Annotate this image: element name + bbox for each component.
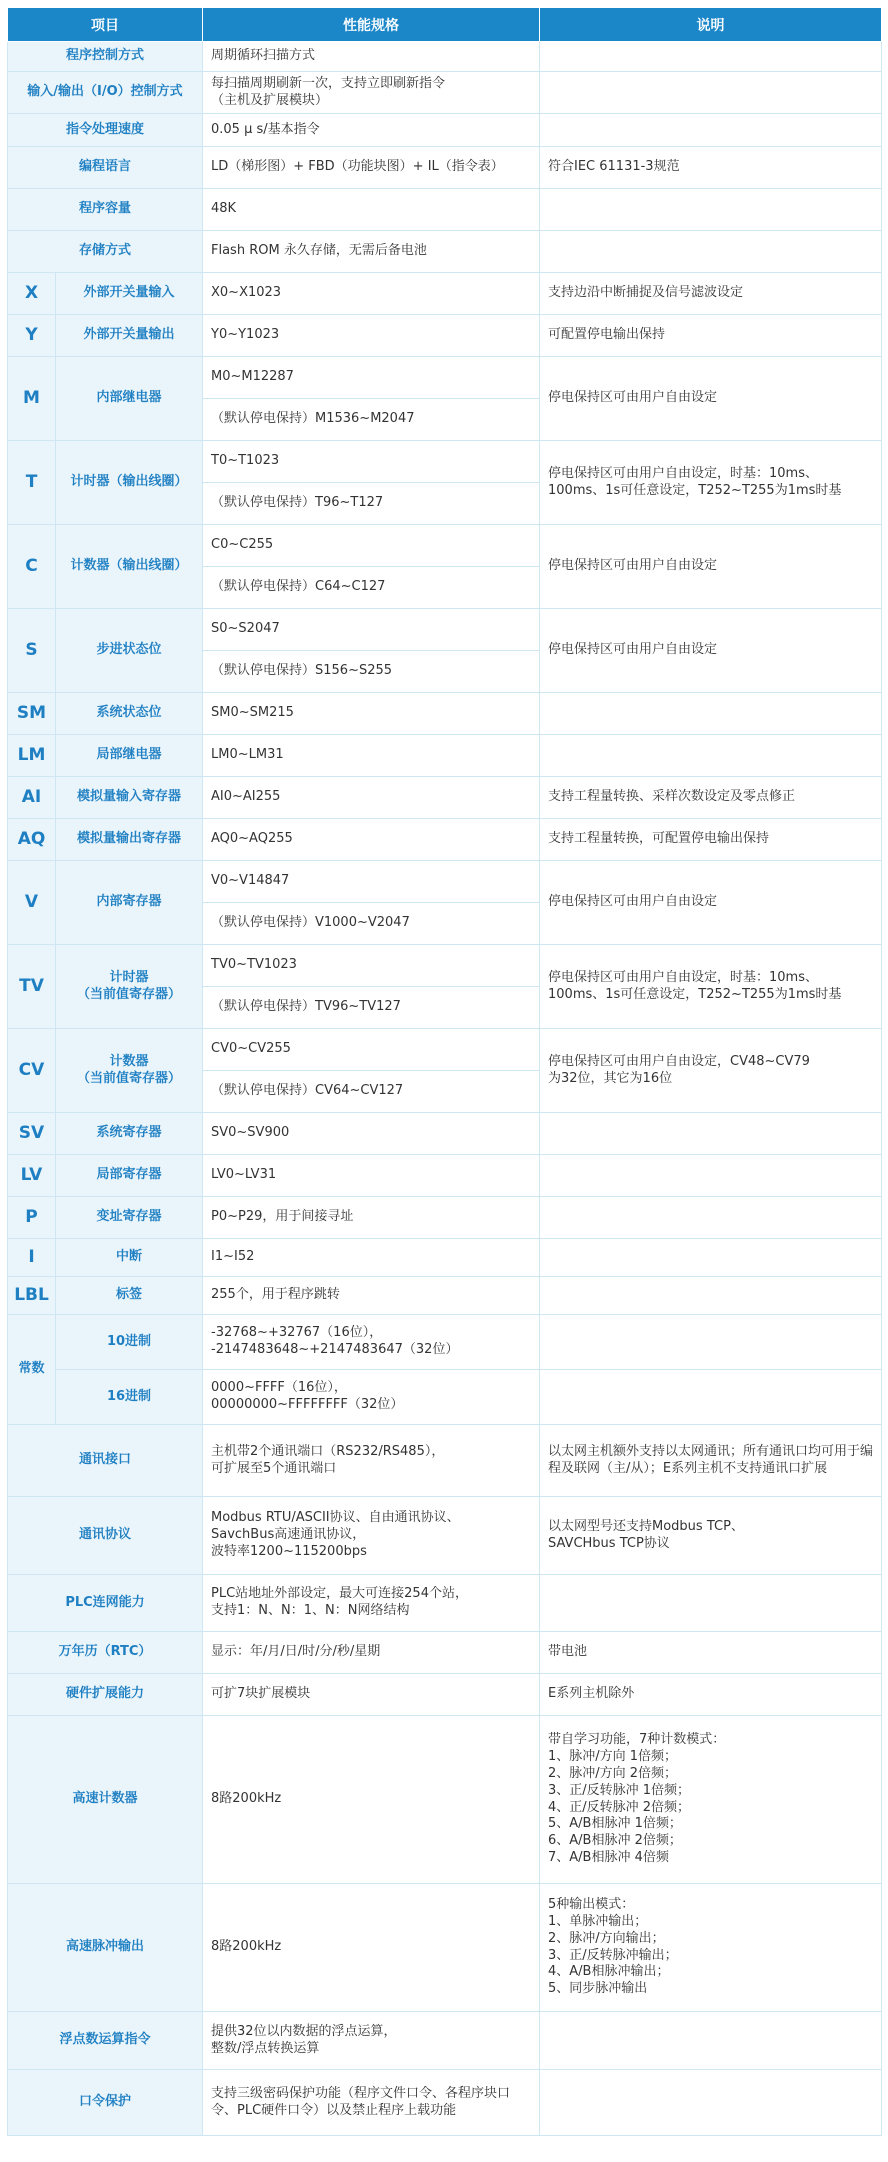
row-spec: TV0~TV1023 [203,945,540,987]
row-spec: 255个，用于程序跳转 [203,1277,540,1315]
table-row [8,609,882,651]
row-label: 外部开关量输出 [56,315,203,357]
row-spec: T0~T1023 [203,441,540,483]
row-label: 计时器（输出线圈） [56,441,203,525]
plc-spec-table [7,7,882,2136]
table-row [8,2070,882,2136]
table-row [8,945,882,987]
table-header-row [8,8,882,42]
row-label: 标签 [56,1277,203,1315]
row-spec: X0~X1023 [203,273,540,315]
row-spec: I1~I52 [203,1239,540,1277]
row-spec: LV0~LV31 [203,1155,540,1197]
table-row [8,777,882,819]
table-row [8,1113,882,1155]
row-label: 输入/输出（I/O）控制方式 [8,72,203,114]
row-note [540,1197,882,1239]
row-note: 支持工程量转换、采样次数设定及零点修正 [540,777,882,819]
row-label: 浮点数运算指令 [8,2012,203,2070]
row-note [540,189,882,231]
row-label: 编程语言 [8,147,203,189]
device-code: T [8,441,56,525]
row-note: 停电保持区可由用户自由设定，时基：10ms、100ms、1s可任意设定，T252~T255为1ms时基 [540,441,882,525]
table-row [8,1425,882,1497]
row-note: 符合IEC 61131-3规范 [540,147,882,189]
table-row [8,441,882,483]
table-row [8,1716,882,1884]
row-spec: P0~P29，用于间接寻址 [203,1197,540,1239]
row-label: 高速脉冲输出 [8,1884,203,2012]
row-note: 停电保持区可由用户自由设定 [540,861,882,945]
row-spec: 显示：年/月/日/时/分/秒/星期 [203,1632,540,1674]
row-spec: 48K [203,189,540,231]
table-row [8,114,882,147]
table-row [8,1155,882,1197]
row-note: E系列主机除外 [540,1674,882,1716]
header-item: 项目 [8,8,203,42]
row-note [540,1155,882,1197]
table-row [8,357,882,399]
row-spec: Y0~Y1023 [203,315,540,357]
row-spec: 支持三级密码保护功能（程序文件口令、各程序块口令、PLC硬件口令）以及禁止程序上载功能 [203,2070,540,2136]
row-label: 存储方式 [8,231,203,273]
row-label: 变址寄存器 [56,1197,203,1239]
row-note [540,114,882,147]
row-label: 局部继电器 [56,735,203,777]
row-spec-retentive: （默认停电保持）M1536~M2047 [203,399,540,441]
row-spec-retentive: （默认停电保持）V1000~V2047 [203,903,540,945]
row-spec: LM0~LM31 [203,735,540,777]
device-code: P [8,1197,56,1239]
row-label: 硬件扩展能力 [8,1674,203,1716]
row-spec: 主机带2个通讯端口（RS232/RS485）， 可扩展至5个通讯端口 [203,1425,540,1497]
table-row [8,1370,882,1425]
row-note: 以太网主机额外支持以太网通讯；所有通讯口均可用于编程及联网（主/从）；E系列主机不支持通讯口扩展 [540,1425,882,1497]
row-label: 万年历（RTC） [8,1632,203,1674]
table-row [8,147,882,189]
device-code: S [8,609,56,693]
table-row [8,693,882,735]
row-spec: 每扫描周期刷新一次，支持立即刷新指令 （主机及扩展模块） [203,72,540,114]
row-note: 可配置停电输出保持 [540,315,882,357]
table-row [8,819,882,861]
device-code: X [8,273,56,315]
row-spec: 0.05 μ s/基本指令 [203,114,540,147]
row-label: 高速计数器 [8,1716,203,1884]
table-row [8,1239,882,1277]
row-label: 局部寄存器 [56,1155,203,1197]
row-label: 计数器 （当前值寄存器） [56,1029,203,1113]
row-label: 计数器（输出线圈） [56,525,203,609]
row-label: 口令保护 [8,2070,203,2136]
table-row [8,735,882,777]
row-note: 支持工程量转换，可配置停电输出保持 [540,819,882,861]
table-row [8,189,882,231]
device-code: LM [8,735,56,777]
row-note [540,735,882,777]
row-spec: C0~C255 [203,525,540,567]
row-label: 系统寄存器 [56,1113,203,1155]
device-code: V [8,861,56,945]
row-note [540,42,882,72]
table-row [8,1197,882,1239]
table-row [8,42,882,72]
table-row [8,72,882,114]
row-note: 5种输出模式： 1、单脉冲输出； 2、脉冲/方向输出； 3、正/反转脉冲输出； 4、A/B相脉冲输出； 5、同步脉冲输出 [540,1884,882,2012]
device-code: AQ [8,819,56,861]
row-label: 程序控制方式 [8,42,203,72]
row-spec-retentive: （默认停电保持）T96~T127 [203,483,540,525]
row-note [540,1370,882,1425]
row-label: 内部寄存器 [56,861,203,945]
table-row [8,1632,882,1674]
device-code: TV [8,945,56,1029]
row-note [540,1113,882,1155]
row-spec: CV0~CV255 [203,1029,540,1071]
row-label: 计时器 （当前值寄存器） [56,945,203,1029]
row-spec: 提供32位以内数据的浮点运算， 整数/浮点转换运算 [203,2012,540,2070]
row-spec: SV0~SV900 [203,1113,540,1155]
table-row [8,231,882,273]
table-row [8,861,882,903]
row-note [540,1575,882,1632]
row-note: 停电保持区可由用户自由设定，时基：10ms、100ms、1s可任意设定，T252~T255为1ms时基 [540,945,882,1029]
row-label: 模拟量输出寄存器 [56,819,203,861]
row-note: 支持边沿中断捕捉及信号滤波设定 [540,273,882,315]
row-note: 以太网型号还支持Modbus TCP、 SAVCHbus TCP协议 [540,1497,882,1575]
table-row [8,525,882,567]
device-code: SV [8,1113,56,1155]
row-note: 停电保持区可由用户自由设定 [540,525,882,609]
row-spec: 周期循环扫描方式 [203,42,540,72]
row-note: 停电保持区可由用户自由设定 [540,609,882,693]
row-note [540,693,882,735]
device-code: Y [8,315,56,357]
device-code: C [8,525,56,609]
row-note [540,1239,882,1277]
device-code: LV [8,1155,56,1197]
row-spec: Modbus RTU/ASCII协议、自由通讯协议、 SavchBus高速通讯协议， 波特率1200~115200bps [203,1497,540,1575]
row-spec: S0~S2047 [203,609,540,651]
row-label: 通讯协议 [8,1497,203,1575]
row-note [540,231,882,273]
row-spec: Flash ROM 永久存储，无需后备电池 [203,231,540,273]
row-spec-retentive: （默认停电保持）S156~S255 [203,651,540,693]
header-spec: 性能规格 [203,8,540,42]
table-row [8,1029,882,1071]
row-spec: -32768~+32767（16位）， -2147483648~+2147483647（32位） [203,1315,540,1370]
row-label: 模拟量输入寄存器 [56,777,203,819]
row-spec: M0~M12287 [203,357,540,399]
row-spec: AI0~AI255 [203,777,540,819]
row-spec: 8路200kHz [203,1716,540,1884]
row-note [540,1277,882,1315]
table-row [8,315,882,357]
table-row [8,1575,882,1632]
row-label: 指令处理速度 [8,114,203,147]
table-row [8,1315,882,1370]
row-spec: AQ0~AQ255 [203,819,540,861]
row-label: 内部继电器 [56,357,203,441]
device-code: SM [8,693,56,735]
table-row [8,1674,882,1716]
row-spec: SM0~SM215 [203,693,540,735]
device-code: M [8,357,56,441]
row-note [540,1315,882,1370]
row-spec-retentive: （默认停电保持）C64~C127 [203,567,540,609]
row-label: 系统状态位 [56,693,203,735]
row-spec: 0000~FFFF（16位）， 00000000~FFFFFFFF（32位） [203,1370,540,1425]
row-spec-retentive: （默认停电保持）TV96~TV127 [203,987,540,1029]
row-label: 中断 [56,1239,203,1277]
constant-category: 常数 [8,1315,56,1425]
row-spec: PLC站地址外部设定，最大可连接254个站， 支持1：N、N：1、N：N网络结构 [203,1575,540,1632]
row-note [540,2070,882,2136]
header-note: 说明 [540,8,882,42]
row-note [540,72,882,114]
row-label: 外部开关量输入 [56,273,203,315]
row-note: 带电池 [540,1632,882,1674]
table-row [8,273,882,315]
table-row [8,1277,882,1315]
row-label: 通讯接口 [8,1425,203,1497]
row-label: 10进制 [56,1315,203,1370]
row-spec-retentive: （默认停电保持）CV64~CV127 [203,1071,540,1113]
device-code: CV [8,1029,56,1113]
device-code: LBL [8,1277,56,1315]
row-note: 停电保持区可由用户自由设定，CV48~CV79 为32位，其它为16位 [540,1029,882,1113]
device-code: AI [8,777,56,819]
row-label: 步进状态位 [56,609,203,693]
row-spec: 可扩7块扩展模块 [203,1674,540,1716]
table-row [8,1884,882,2012]
row-spec: 8路200kHz [203,1884,540,2012]
row-label: 16进制 [56,1370,203,1425]
row-label: 程序容量 [8,189,203,231]
device-code: I [8,1239,56,1277]
row-label: PLC连网能力 [8,1575,203,1632]
table-row [8,2012,882,2070]
row-spec: LD（梯形图）+ FBD（功能块图）+ IL（指令表） [203,147,540,189]
row-note [540,2012,882,2070]
row-note: 带自学习功能，7种计数模式： 1、脉冲/方向 1倍频； 2、脉冲/方向 2倍频； 3、正/反转脉冲 1倍频； 4、正/反转脉冲 2倍频； 5、A/B相脉冲 1倍频； 6、A/B相脉冲 2倍频； 7、A/B相脉冲 4倍频 [540,1716,882,1884]
row-note: 停电保持区可由用户自由设定 [540,357,882,441]
table-row [8,1497,882,1575]
row-spec: V0~V14847 [203,861,540,903]
